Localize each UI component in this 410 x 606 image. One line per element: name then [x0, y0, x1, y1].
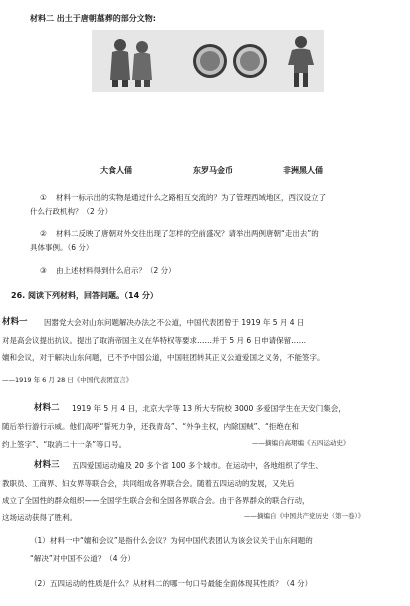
question-1-num: ① — [40, 193, 47, 202]
q26-title: 阅读下列材料，回答问题。（14 分） — [28, 291, 158, 300]
gold-coin-image — [192, 42, 268, 80]
arab-figurine-image — [102, 36, 158, 88]
caption-arab: 大食人俑 — [100, 166, 132, 175]
material3-source: ——摘编自《中国共产党历史（第一卷）》 — [244, 512, 365, 520]
material3-label: 材料三 — [34, 460, 60, 470]
material3-line2: 教职员、工商界、妇女界等联合会，共同组成各界联合会。随着五四运动的发展，又先后 — [2, 479, 295, 488]
question-3-num: ③ — [40, 266, 47, 275]
material3-line1: 五四爱国运动遍及 20 多个省 100 多个城市。在运动中，各地组织了学生、 — [72, 461, 323, 470]
material3-line4: 这场运动获得了胜利。 — [2, 513, 77, 522]
material3-line3: 成立了全国性的群众组织——全国学生联合会和全国各界联合会。由于各界群众的联合行动， — [2, 496, 310, 505]
caption-coin: 东罗马金币 — [193, 166, 233, 175]
sub-question-1-line2: “解决”对中国不公道？（4 分） — [30, 554, 135, 563]
material2-label: 材料二 — [34, 403, 60, 413]
sub-question-1-num: （1） — [30, 536, 50, 545]
q26-number: 26. — [11, 291, 26, 300]
caption-african: 非洲黑人俑 — [283, 166, 323, 175]
material2-line2: 随后举行游行示威。他们高呼“誓死力争，还我青岛”、“外争主权，内除国贼”、“拒绝在和 — [2, 422, 299, 431]
material2-line1: 1919 年 5 月 4 日，北京大学等 13 所大专院校 3000 多爱国学生在天安门集会， — [72, 404, 346, 413]
question-1-line1: 材料一标示出的实物是通过什么之路相互交流的？为了管理西域地区，西汉设立了 — [56, 193, 326, 202]
material1-line2: 对是高会议提出抗议。提出了取消帝国主义在华特权等要求……并于 5 月 6 日申请保留…… — [2, 336, 307, 345]
sub-question-1-line1: 材料一中“嬗和会议”是指什么会议？为何中国代表团认为该会议关于山东问题的 — [50, 536, 313, 545]
material1-label: 材料一 — [2, 317, 28, 327]
material2-source: ——摘编自高珺编《五四运动史》 — [252, 439, 350, 447]
question-1-line2: 什么行政机构？（2 分） — [30, 207, 113, 216]
question-3-line1: 由上述材料得到什么启示？（2 分） — [56, 266, 176, 275]
material1-line1: 因嚣党大会对山东问题解决办法之不公道，中国代表团曾于 1919 年 5 月 4 日 — [44, 318, 305, 327]
artifact-photos — [92, 30, 324, 92]
question-2-num: ② — [40, 229, 47, 238]
sub-question-2-num: （2） — [30, 579, 50, 588]
question-2-line1: 材料二反映了唐朝对外交往出现了怎样的空前盛况？请举出两例唐朝“走出去”的 — [56, 229, 319, 238]
african-figurine-image — [284, 35, 318, 89]
question-2-line2: 具体事例。（6 分） — [30, 243, 94, 252]
material2-line3: 约上签字”、“取消二十一条”等口号。 — [2, 440, 127, 449]
material1-line3: 嬗和会议，对于解决山东问题，已不予中国公道，中国驻团转其正义公道爱国之义务，不能签字。 — [2, 353, 325, 362]
material1-source: ——1919 年 6 月 28 日《中国代表团宣言》 — [2, 376, 133, 384]
sub-question-2-line1: 五四运动的性质是什么？从材料二的哪一句口号最能全面体现其性质？（4 分） — [50, 579, 313, 588]
material2-top-heading: 材料二 出土于唐朝墓葬的部分文物: — [30, 14, 156, 23]
